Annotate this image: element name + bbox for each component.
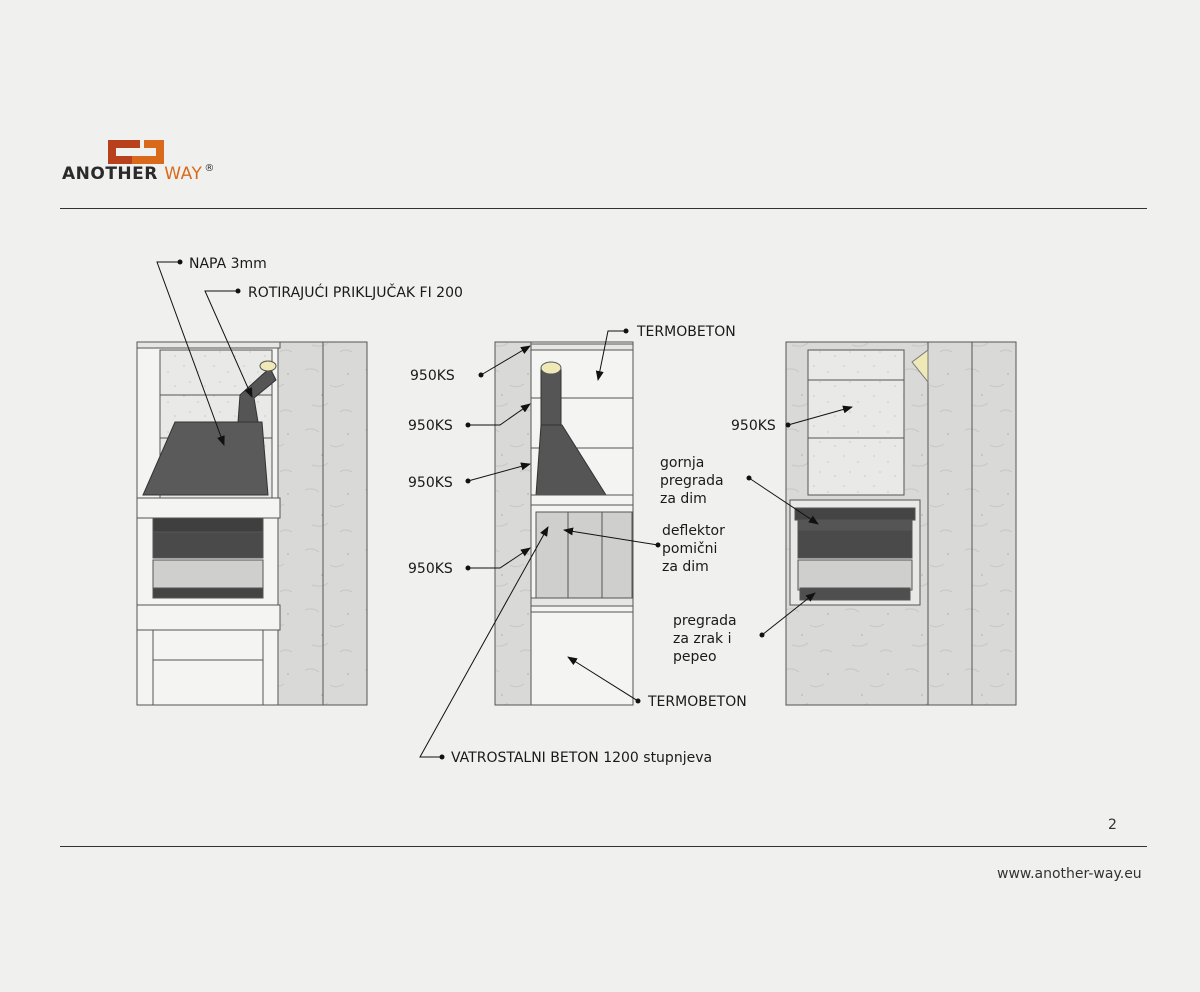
brand-name-part2: WAY — [164, 164, 203, 184]
label-pregrada-1: pregrada — [673, 613, 737, 629]
label-rotirajuci: ROTIRAJUĆI PRIKLJUČAK FI 200 — [248, 285, 463, 301]
label-deflektor-3: za dim — [662, 559, 709, 575]
label-ks-2: 950KS — [408, 418, 453, 434]
label-ks-3: 950KS — [408, 475, 453, 491]
label-deflektor-1: deflektor — [662, 523, 725, 539]
label-deflektor-2: pomični — [662, 541, 718, 557]
label-ks-right: 950KS — [731, 418, 776, 434]
label-pregrada-3: pepeo — [673, 649, 717, 665]
brand-name-part1: ANOTHER — [62, 164, 158, 184]
label-termobeton-bottom: TERMOBETON — [648, 694, 747, 710]
footer-divider — [60, 846, 1147, 847]
label-termobeton-top: TERMOBETON — [637, 324, 736, 340]
label-vatrostalni: VATROSTALNI BETON 1200 stupnjeva — [451, 750, 713, 766]
page-number: 2 — [1108, 817, 1117, 833]
label-ks-4: 950KS — [408, 561, 453, 577]
label-ks-1: 950KS — [410, 368, 455, 384]
middle-view — [495, 342, 633, 705]
label-gornja-1: gornja — [660, 455, 705, 471]
label-napa: NAPA 3mm — [189, 256, 267, 272]
label-pregrada-2: za zrak i — [673, 631, 732, 647]
website-link[interactable]: www.another-way.eu — [997, 866, 1142, 882]
registered-mark: ® — [204, 163, 215, 174]
label-gornja-3: za dim — [660, 491, 707, 507]
right-view — [786, 342, 1016, 705]
label-gornja-2: pregrada — [660, 473, 724, 489]
